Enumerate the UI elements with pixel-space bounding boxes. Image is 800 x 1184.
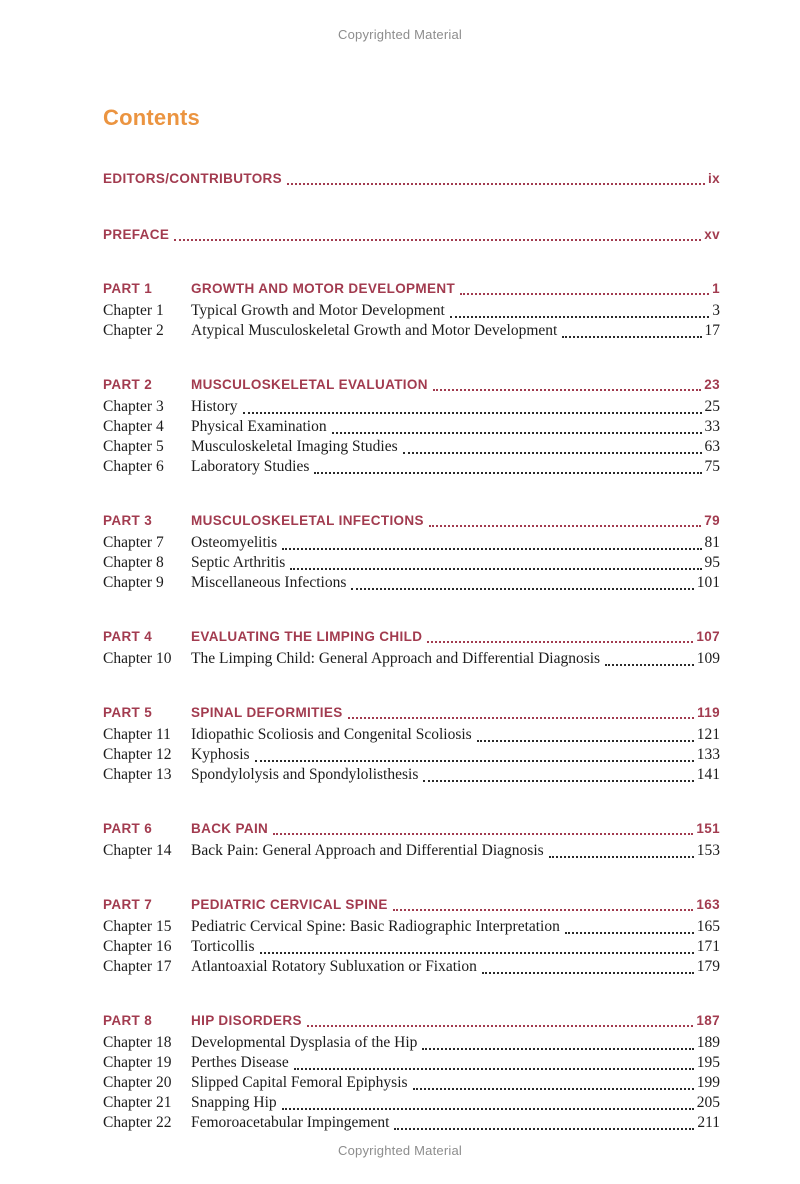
chapter-label: Chapter 16 [103, 938, 172, 955]
dot-leader [243, 412, 702, 414]
chapter-list [103, 649, 720, 669]
chapter-page-number: 199 [696, 1074, 720, 1091]
part-heading-row [103, 819, 720, 839]
part-page-number: 151 [696, 821, 720, 836]
part-label: PART 1 [103, 281, 153, 296]
part-section [103, 511, 720, 593]
copyright-notice-top: Copyrighted Material [338, 27, 462, 42]
chapter-label: Chapter 14 [103, 842, 172, 859]
chapter-title: Septic Arthritis [191, 554, 286, 571]
dot-leader [562, 336, 701, 338]
dot-leader [422, 1048, 693, 1050]
part-page-number: 23 [704, 377, 720, 392]
chapter-page-number: 75 [704, 458, 720, 475]
chapter-label: Chapter 5 [103, 438, 164, 455]
chapter-title: Laboratory Studies [191, 458, 310, 475]
chapter-page-number: 133 [696, 746, 720, 763]
chapter-list [103, 725, 720, 785]
chapter-row [103, 765, 720, 785]
part-page-number: 107 [696, 629, 720, 644]
front-matter-list [103, 169, 720, 245]
part-label: PART 8 [103, 1013, 153, 1028]
chapter-page-number: 211 [697, 1114, 720, 1131]
part-section [103, 895, 720, 977]
chapter-row [103, 573, 720, 593]
chapter-row [103, 1113, 720, 1133]
chapter-title: Physical Examination [191, 418, 327, 435]
part-title: MUSCULOSKELETAL EVALUATION [191, 377, 428, 392]
page-title: Contents [103, 105, 200, 130]
dot-leader [477, 740, 694, 742]
part-title: SPINAL DEFORMITIES [191, 705, 343, 720]
front-matter-entry [103, 169, 720, 189]
dot-leader [260, 952, 694, 954]
part-heading-row [103, 627, 720, 647]
dot-leader [565, 932, 694, 934]
part-label: PART 7 [103, 897, 153, 912]
front-matter-page-number: xv [704, 227, 720, 242]
chapter-page-number: 101 [696, 574, 720, 591]
chapter-title: Osteomyelitis [191, 534, 278, 551]
part-page-number: 187 [696, 1013, 720, 1028]
chapter-title: Miscellaneous Infections [191, 574, 347, 591]
chapter-row [103, 1053, 720, 1073]
chapter-label: Chapter 2 [103, 322, 164, 339]
part-section [103, 627, 720, 669]
chapter-label: Chapter 11 [103, 726, 171, 743]
chapter-row [103, 553, 720, 573]
chapter-title: Torticollis [191, 938, 255, 955]
dot-leader [294, 1068, 694, 1070]
part-section [103, 819, 720, 861]
part-heading-row [103, 1011, 720, 1031]
chapter-title: Atypical Musculoskeletal Growth and Motor Development [191, 322, 558, 339]
chapter-row [103, 841, 720, 861]
chapter-row [103, 917, 720, 937]
chapter-title: Atlantoaxial Rotatory Subluxation or Fixation [191, 958, 477, 975]
chapter-page-number: 171 [696, 938, 720, 955]
chapter-title: Perthes Disease [191, 1054, 289, 1071]
chapter-label: Chapter 19 [103, 1054, 172, 1071]
chapter-row [103, 533, 720, 553]
chapter-title: Typical Growth and Motor Development [191, 302, 445, 319]
chapter-page-number: 95 [704, 554, 720, 571]
chapter-page-number: 63 [704, 438, 720, 455]
chapter-page-number: 25 [704, 398, 720, 415]
part-heading-row [103, 511, 720, 531]
chapter-row [103, 1033, 720, 1053]
chapter-list [103, 533, 720, 593]
chapter-label: Chapter 21 [103, 1094, 172, 1111]
dot-leader [413, 1088, 694, 1090]
chapter-row [103, 301, 720, 321]
dot-leader [605, 664, 694, 666]
chapter-page-number: 81 [704, 534, 720, 551]
part-section [103, 279, 720, 341]
chapter-label: Chapter 6 [103, 458, 164, 475]
chapter-row [103, 725, 720, 745]
parts-list [103, 279, 720, 1133]
chapter-row [103, 1093, 720, 1113]
chapter-page-number: 109 [696, 650, 720, 667]
part-label: PART 2 [103, 377, 153, 392]
chapter-label: Chapter 15 [103, 918, 172, 935]
copyright-notice-bottom: Copyrighted Material [338, 1143, 462, 1158]
dot-leader [394, 1128, 694, 1130]
dot-leader [348, 717, 695, 719]
chapter-page-number: 189 [696, 1034, 720, 1051]
chapter-page-number: 17 [704, 322, 720, 339]
chapter-title: Developmental Dysplasia of the Hip [191, 1034, 418, 1051]
part-heading-row [103, 279, 720, 299]
chapter-title: History [191, 398, 238, 415]
chapter-page-number: 3 [712, 302, 720, 319]
chapter-list [103, 841, 720, 861]
part-label: PART 6 [103, 821, 153, 836]
chapter-page-number: 195 [696, 1054, 720, 1071]
chapter-title: Back Pain: General Approach and Differential Diagnosis [191, 842, 544, 859]
dot-leader [450, 316, 710, 318]
part-page-number: 79 [704, 513, 720, 528]
part-title: HIP DISORDERS [191, 1013, 302, 1028]
dot-leader [549, 856, 694, 858]
dot-leader [314, 472, 701, 474]
dot-leader [423, 780, 693, 782]
dot-leader [460, 293, 709, 295]
front-matter-label: EDITORS/CONTRIBUTORS [103, 171, 283, 186]
part-title: BACK PAIN [191, 821, 269, 836]
chapter-label: Chapter 13 [103, 766, 172, 783]
dot-leader [433, 389, 701, 391]
dot-leader [307, 1025, 694, 1027]
part-title: GROWTH AND MOTOR DEVELOPMENT [191, 281, 456, 296]
chapter-title: The Limping Child: General Approach and Differential Diagnosis [191, 650, 601, 667]
chapter-list [103, 917, 720, 977]
part-section [103, 375, 720, 477]
chapter-label: Chapter 7 [103, 534, 164, 551]
chapter-label: Chapter 1 [103, 302, 164, 319]
chapter-label: Chapter 20 [103, 1074, 172, 1091]
chapter-title: Slipped Capital Femoral Epiphysis [191, 1074, 408, 1091]
chapter-label: Chapter 12 [103, 746, 172, 763]
chapter-row [103, 457, 720, 477]
chapter-label: Chapter 8 [103, 554, 164, 571]
chapter-list [103, 1033, 720, 1133]
part-heading-row [103, 375, 720, 395]
chapter-label: Chapter 9 [103, 574, 164, 591]
dot-leader [332, 432, 702, 434]
part-page-number: 1 [712, 281, 720, 296]
dot-leader [174, 239, 701, 241]
chapter-row [103, 437, 720, 457]
dot-leader [290, 568, 701, 570]
part-label: PART 4 [103, 629, 153, 644]
dot-leader [427, 641, 693, 643]
front-matter-entry [103, 225, 720, 245]
part-heading-row [103, 703, 720, 723]
part-heading-row [103, 895, 720, 915]
chapter-title: Kyphosis [191, 746, 250, 763]
chapter-row [103, 957, 720, 977]
chapter-label: Chapter 3 [103, 398, 164, 415]
part-label: PART 5 [103, 705, 153, 720]
chapter-title: Pediatric Cervical Spine: Basic Radiographic Interpretation [191, 918, 560, 935]
part-page-number: 119 [697, 705, 720, 720]
part-page-number: 163 [696, 897, 720, 912]
chapter-row [103, 397, 720, 417]
chapter-list [103, 301, 720, 341]
dot-leader [351, 588, 693, 590]
dot-leader [393, 909, 694, 911]
front-matter-page-number: ix [708, 171, 720, 186]
chapter-label: Chapter 22 [103, 1114, 172, 1131]
chapter-title: Snapping Hip [191, 1094, 277, 1111]
chapter-label: Chapter 4 [103, 418, 164, 435]
chapter-page-number: 179 [696, 958, 720, 975]
chapter-page-number: 121 [696, 726, 720, 743]
table-of-contents [0, 105, 800, 1133]
chapter-page-number: 141 [696, 766, 720, 783]
chapter-list [103, 397, 720, 477]
dot-leader [482, 972, 694, 974]
dot-leader [273, 833, 693, 835]
chapter-page-number: 153 [696, 842, 720, 859]
chapter-title: Spondylolysis and Spondylolisthesis [191, 766, 419, 783]
front-matter-label: PREFACE [103, 227, 170, 242]
chapter-row [103, 417, 720, 437]
chapter-title: Musculoskeletal Imaging Studies [191, 438, 398, 455]
chapter-label: Chapter 10 [103, 650, 172, 667]
chapter-label: Chapter 17 [103, 958, 172, 975]
chapter-title: Femoroacetabular Impingement [191, 1114, 390, 1131]
dot-leader [282, 1108, 694, 1110]
chapter-row [103, 649, 720, 669]
dot-leader [403, 452, 702, 454]
dot-leader [287, 183, 705, 185]
chapter-row [103, 321, 720, 341]
chapter-title: Idiopathic Scoliosis and Congenital Scoliosis [191, 726, 472, 743]
part-section [103, 703, 720, 785]
chapter-page-number: 165 [696, 918, 720, 935]
chapter-label: Chapter 18 [103, 1034, 172, 1051]
chapter-row [103, 937, 720, 957]
dot-leader [429, 525, 701, 527]
part-title: MUSCULOSKELETAL INFECTIONS [191, 513, 424, 528]
part-title: EVALUATING THE LIMPING CHILD [191, 629, 423, 644]
dot-leader [255, 760, 694, 762]
dot-leader [282, 548, 701, 550]
part-label: PART 3 [103, 513, 153, 528]
part-title: PEDIATRIC CERVICAL SPINE [191, 897, 388, 912]
chapter-page-number: 33 [704, 418, 720, 435]
chapter-row [103, 745, 720, 765]
chapter-page-number: 205 [696, 1094, 720, 1111]
chapter-row [103, 1073, 720, 1093]
part-section [103, 1011, 720, 1133]
